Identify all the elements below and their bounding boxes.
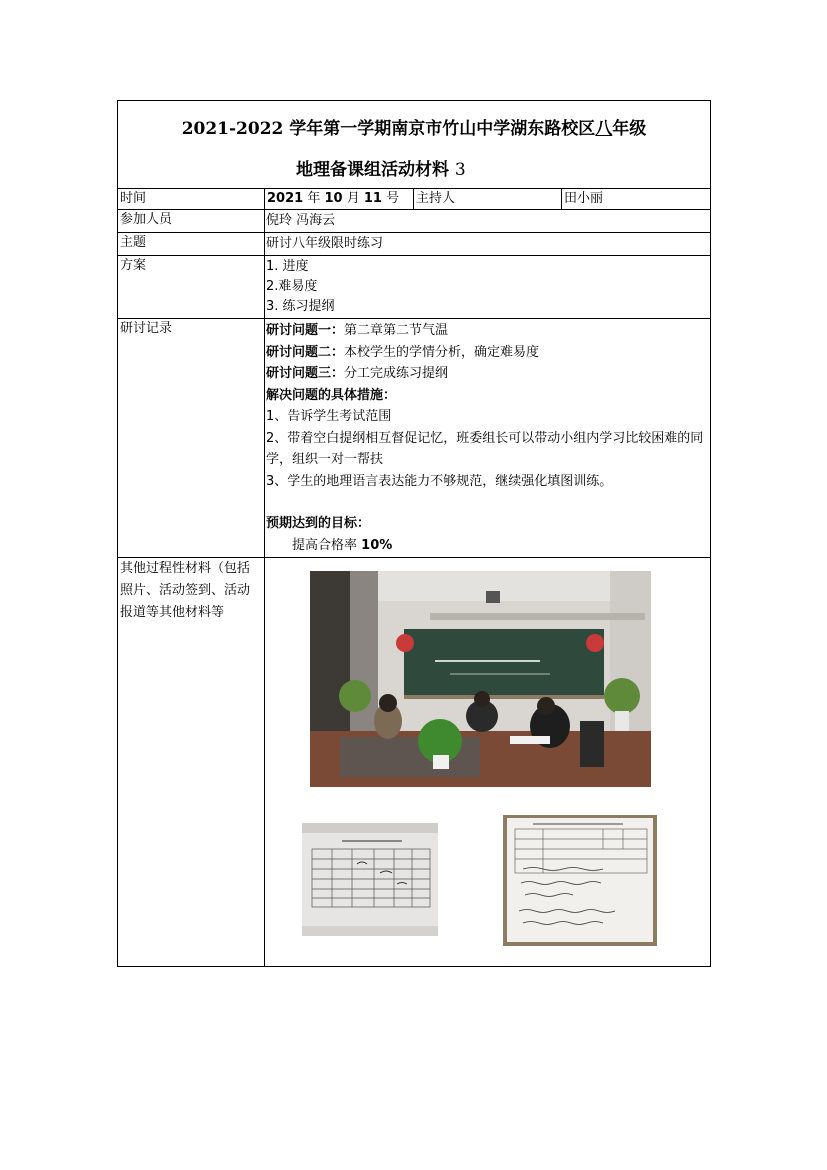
record-content: [265, 319, 710, 557]
notebook-photo: [503, 815, 657, 946]
title-grade: 八: [595, 119, 613, 139]
participants-row: [118, 210, 710, 233]
topic-value: 研讨八年级限时练习: [266, 236, 384, 251]
question-1-label: 研讨问题一：: [266, 323, 345, 338]
host-label: 主持人: [414, 189, 562, 209]
time-year: 2021: [267, 191, 304, 206]
goal-value: 10%: [361, 537, 393, 553]
goal-label: 预期达到的目标：: [266, 516, 371, 531]
goal-text: 提高合格率: [292, 537, 358, 553]
question-1-text: 第二章第二节气温: [344, 323, 449, 338]
activity-record-document: [117, 100, 711, 967]
record-row: [118, 319, 710, 558]
plan-item: 2.难易度: [266, 279, 318, 294]
measures-label: 解决问题的具体措施：: [266, 387, 397, 403]
measure-3: 3、学生的地理语言表达能力不够规范，继续强化填图训练。: [266, 473, 613, 489]
question-3: [266, 363, 709, 385]
topic-label: 主题: [118, 233, 265, 255]
question-1: [266, 320, 709, 342]
plan-label: 方案: [118, 256, 265, 318]
signin-sheet-photo: [302, 823, 438, 936]
title-line2-number: 3: [454, 160, 466, 180]
time-label: 时间: [118, 189, 265, 209]
document-title-line2: [296, 155, 466, 180]
time-value: [265, 189, 414, 209]
meeting-photo-image: [310, 571, 651, 787]
participants-value: 倪玲 冯海云: [266, 213, 336, 228]
time-day: 11: [363, 191, 382, 206]
time-year-unit: 年: [307, 191, 321, 206]
host-name: 田小丽: [564, 191, 604, 206]
question-2-label: 研讨问题二：: [266, 344, 345, 360]
title-line2-text: 地理备课组活动材料: [296, 160, 449, 180]
question-2: [266, 342, 709, 364]
other-materials-label: 其他过程性材料（包括照片、活动签到、活动报道等其他材料等: [118, 558, 265, 966]
time-row: [118, 189, 710, 210]
title-suffix: 年级: [612, 119, 647, 139]
question-3-text: 分工完成练习提纲: [344, 366, 449, 381]
other-materials-row: [118, 558, 710, 966]
participants-label: 参加人员: [118, 210, 265, 232]
blank-line: [266, 492, 709, 513]
time-day-unit: 号: [386, 191, 400, 206]
meeting-photo: [310, 571, 651, 787]
photos-cell: [265, 558, 710, 966]
question-2-text: 本校学生的学情分析，确定难易度: [344, 344, 540, 360]
plan-item: 1. 进度: [266, 259, 309, 274]
goal-line: [266, 535, 709, 557]
document-title-line1: [118, 114, 710, 139]
record-label: 研讨记录: [118, 319, 265, 557]
measure-2: 2、带着空白提纲相互督促记忆，班委组长可以带动小组内学习比较困难的同学，组织一对一帮扶: [266, 430, 704, 467]
title-prefix: 2021-2022 学年第一学期南京市竹山中学湖东路校区: [181, 119, 596, 139]
document-title-cell: [118, 101, 710, 189]
plan-item: 3. 练习提纲: [266, 299, 335, 314]
measure-1: 1、告诉学生考试范围: [266, 409, 392, 424]
plan-list: [265, 256, 710, 318]
time-month: 10: [324, 191, 343, 206]
question-3-label: 研讨问题三：: [266, 366, 345, 381]
signin-sheet-image: [302, 823, 438, 936]
topic-row: [118, 233, 710, 256]
plan-row: [118, 256, 710, 319]
notebook-image: [503, 815, 657, 946]
time-month-unit: 月: [346, 191, 360, 206]
